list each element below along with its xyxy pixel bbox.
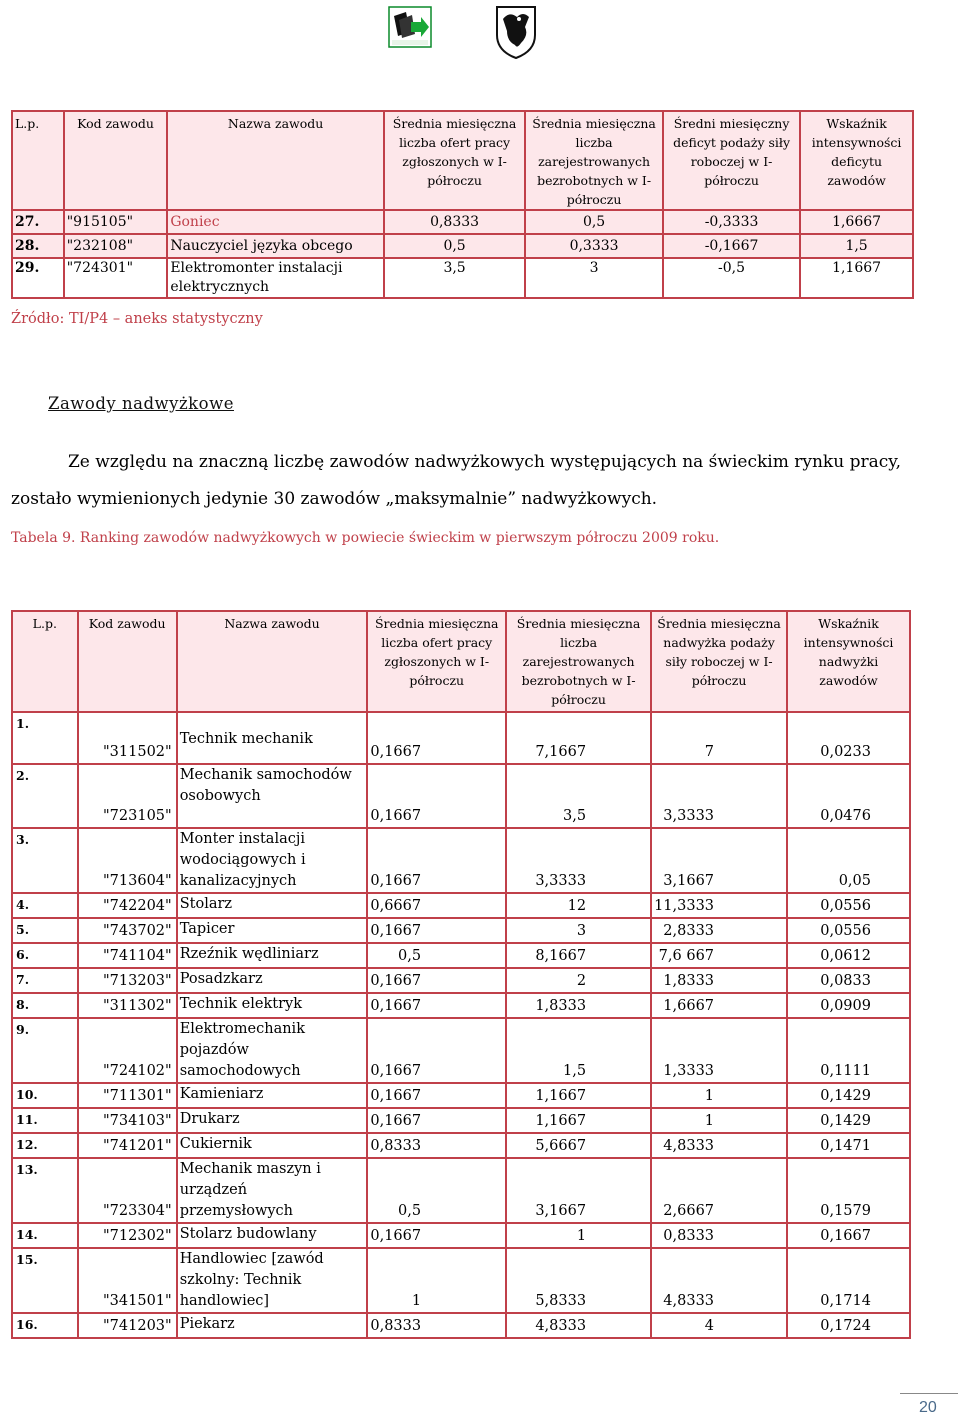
row-code: "741104" (78, 943, 177, 968)
row-lp: 4. (12, 893, 78, 918)
row-index: 0,05 (787, 828, 910, 893)
section-title: Zawody nadwyżkowe (48, 394, 234, 413)
row-index: 0,1579 (787, 1158, 910, 1223)
page-footer-line (900, 1393, 958, 1394)
table-row (12, 943, 910, 968)
row-profession: Technik elektryk (177, 993, 368, 1018)
table-row (12, 712, 910, 764)
row-surplus: 1 (651, 1108, 787, 1133)
row-unemployed: 7,1667 (506, 712, 651, 764)
table-header-row (12, 111, 913, 210)
row-offers: 0,1667 (367, 1018, 506, 1083)
row-lp: 10. (12, 1083, 78, 1108)
row-offers: 0,1667 (367, 1223, 506, 1248)
row-profession: Drukarz (177, 1108, 368, 1133)
table-row (12, 828, 910, 893)
paragraph-line: zostało wymienionych jedynie 30 zawodów „maksymalnie” nadwyżkowych. (11, 489, 658, 509)
table-row (12, 1133, 910, 1158)
row-deficit: -0,3333 (663, 210, 800, 234)
row-lp: 1. (12, 712, 78, 764)
row-index: 0,1471 (787, 1133, 910, 1158)
row-code: "311302" (78, 993, 177, 1018)
row-profession: Stolarz budowlany (177, 1223, 368, 1248)
row-code: "232108" (64, 234, 168, 258)
row-profession: Kamieniarz (177, 1083, 368, 1108)
table-row (12, 968, 910, 993)
row-index: 0,0233 (787, 712, 910, 764)
eagle-crest-logo (495, 5, 537, 59)
table-header-row (12, 611, 910, 712)
row-profession: Nauczyciel języka obcego (167, 234, 384, 258)
row-code: "723304" (78, 1158, 177, 1223)
table-row (12, 210, 913, 234)
table-row (12, 1158, 910, 1223)
table-row (12, 993, 910, 1018)
row-code: "724301" (64, 258, 168, 298)
row-lp: 5. (12, 918, 78, 943)
header-unemployed: Średnia miesięczna liczba zarejestrowanych bezrobotnych w I-półroczu (525, 111, 663, 210)
table-row (12, 258, 913, 298)
row-offers: 0,1667 (367, 764, 506, 828)
row-unemployed: 0,5 (525, 210, 663, 234)
row-unemployed: 5,8333 (506, 1248, 651, 1313)
row-code: "734103" (78, 1108, 177, 1133)
row-offers: 0,1667 (367, 828, 506, 893)
row-profession: Posadzkarz (177, 968, 368, 993)
row-index: 0,0556 (787, 918, 910, 943)
paragraph-line: Ze względu na znaczną liczbę zawodów nadwyżkowych występujących na świeckim rynku pracy, (68, 452, 901, 472)
row-code: "743702" (78, 918, 177, 943)
row-surplus: 7,6 667 (651, 943, 787, 968)
header-index: Wskaźnik intensywności deficytu zawodów (800, 111, 913, 210)
row-lp: 15. (12, 1248, 78, 1313)
row-lp: 16. (12, 1313, 78, 1338)
header-name: Nazwa zawodu (167, 111, 384, 210)
row-deficit: -0,1667 (663, 234, 800, 258)
row-profession: Goniec (167, 210, 384, 234)
table-row (12, 1313, 910, 1338)
row-profession: Handlowiec [zawód szkolny: Technik handlowiec] (177, 1248, 368, 1313)
row-code: "341501" (78, 1248, 177, 1313)
row-code: "723105" (78, 764, 177, 828)
row-unemployed: 3,3333 (506, 828, 651, 893)
row-code: "741201" (78, 1133, 177, 1158)
row-index: 1,5 (800, 234, 913, 258)
row-unemployed: 1,8333 (506, 993, 651, 1018)
header-code: Kod zawodu (64, 111, 168, 210)
row-surplus: 2,8333 (651, 918, 787, 943)
surplus-professions-table (11, 610, 911, 1339)
row-surplus: 3,3333 (651, 764, 787, 828)
row-surplus: 0,8333 (651, 1223, 787, 1248)
table-row (12, 1248, 910, 1313)
header-deficit: Średni miesięczny deficyt podaży siły roboczej w I-półroczu (663, 111, 800, 210)
row-surplus: 4,8333 (651, 1133, 787, 1158)
row-profession: Tapicer (177, 918, 368, 943)
row-profession: Elektromonter instalacji elektrycznych (167, 258, 384, 298)
header-unemployed: Średnia miesięczna liczba zarejestrowanych bezrobotnych w I-półroczu (506, 611, 651, 712)
row-unemployed: 5,6667 (506, 1133, 651, 1158)
row-unemployed: 1,1667 (506, 1108, 651, 1133)
row-index: 0,0833 (787, 968, 910, 993)
row-lp: 14. (12, 1223, 78, 1248)
row-unemployed: 3,1667 (506, 1158, 651, 1223)
row-code: "711301" (78, 1083, 177, 1108)
row-lp: 7. (12, 968, 78, 993)
row-index: 0,1429 (787, 1108, 910, 1133)
table-row (12, 1108, 910, 1133)
row-code: "742204" (78, 893, 177, 918)
table-row (12, 1223, 910, 1248)
row-index: 0,1714 (787, 1248, 910, 1313)
row-profession: Mechanik samochodów osobowych (177, 764, 368, 828)
table-row (12, 234, 913, 258)
row-surplus: 1,3333 (651, 1018, 787, 1083)
row-lp: 12. (12, 1133, 78, 1158)
row-index: 0,1111 (787, 1018, 910, 1083)
row-surplus: 2,6667 (651, 1158, 787, 1223)
row-lp: 8. (12, 993, 78, 1018)
row-surplus: 1,8333 (651, 968, 787, 993)
row-lp: 3. (12, 828, 78, 893)
row-offers: 0,5 (367, 1158, 506, 1223)
row-index: 0,0476 (787, 764, 910, 828)
header-index: Wskaźnik intensywności nadwyżki zawodów (787, 611, 910, 712)
row-surplus: 4 (651, 1313, 787, 1338)
row-surplus: 3,1667 (651, 828, 787, 893)
row-offers: 0,5 (367, 943, 506, 968)
table-row (12, 893, 910, 918)
row-lp: 2. (12, 764, 78, 828)
table-row (12, 918, 910, 943)
row-profession: Cukiernik (177, 1133, 368, 1158)
row-code: "712302" (78, 1223, 177, 1248)
row-index: 0,1667 (787, 1223, 910, 1248)
source-note: Źródło: TI/P4 – aneks statystyczny (11, 311, 263, 327)
row-offers: 0,8333 (367, 1313, 506, 1338)
row-index: 0,1429 (787, 1083, 910, 1108)
row-profession: Monter instalacji wodociągowych i kanalizacyjnych (177, 828, 368, 893)
row-offers: 0,8333 (367, 1133, 506, 1158)
header-lp: L.p. (12, 111, 64, 210)
row-profession: Mechanik maszyn i urządzeń przemysłowych (177, 1158, 368, 1223)
row-offers: 0,5 (384, 234, 525, 258)
row-code: "915105" (64, 210, 168, 234)
row-code: "311502" (78, 712, 177, 764)
row-surplus: 1,6667 (651, 993, 787, 1018)
row-lp: 28. (12, 234, 64, 258)
row-unemployed: 2 (506, 968, 651, 993)
row-unemployed: 12 (506, 893, 651, 918)
row-lp: 29. (12, 258, 64, 298)
row-unemployed: 3 (525, 258, 663, 298)
row-offers: 3,5 (384, 258, 525, 298)
row-offers: 0,1667 (367, 1108, 506, 1133)
page-number: 20 (919, 1399, 937, 1416)
row-offers: 1 (367, 1248, 506, 1313)
row-profession: Rzeźnik wędliniarz (177, 943, 368, 968)
header-code: Kod zawodu (78, 611, 177, 712)
row-code: "713203" (78, 968, 177, 993)
row-lp: 9. (12, 1018, 78, 1083)
row-index: 0,1724 (787, 1313, 910, 1338)
row-offers: 0,1667 (367, 712, 506, 764)
row-profession: Piekarz (177, 1313, 368, 1338)
row-unemployed: 1 (506, 1223, 651, 1248)
row-offers: 0,1667 (367, 968, 506, 993)
row-lp: 11. (12, 1108, 78, 1133)
row-unemployed: 8,1667 (506, 943, 651, 968)
row-code: "724102" (78, 1018, 177, 1083)
header-surplus: Średnia miesięczna nadwyżka podaży siły roboczej w I-półroczu (651, 611, 787, 712)
row-code: "741203" (78, 1313, 177, 1338)
row-surplus: 1 (651, 1083, 787, 1108)
row-lp: 6. (12, 943, 78, 968)
row-unemployed: 1,1667 (506, 1083, 651, 1108)
row-offers: 0,1667 (367, 918, 506, 943)
row-unemployed: 0,3333 (525, 234, 663, 258)
row-profession: Technik mechanik (177, 712, 368, 764)
row-unemployed: 3 (506, 918, 651, 943)
row-profession: Stolarz (177, 893, 368, 918)
row-unemployed: 4,8333 (506, 1313, 651, 1338)
row-offers: 0,1667 (367, 1083, 506, 1108)
row-index: 0,0612 (787, 943, 910, 968)
row-offers: 0,6667 (367, 893, 506, 918)
header-offers: Średnia miesięczna liczba ofert pracy zgłoszonych w I-półroczu (367, 611, 506, 712)
table-row (12, 1083, 910, 1108)
row-surplus: 7 (651, 712, 787, 764)
row-unemployed: 3,5 (506, 764, 651, 828)
row-offers: 0,1667 (367, 993, 506, 1018)
row-lp: 13. (12, 1158, 78, 1223)
table-row (12, 764, 910, 828)
table-row (12, 1018, 910, 1083)
row-unemployed: 1,5 (506, 1018, 651, 1083)
table-caption: Tabela 9. Ranking zawodów nadwyżkowych w powiecie świeckim w pierwszym półroczu 2009 roku. (11, 530, 720, 546)
row-index: 0,0909 (787, 993, 910, 1018)
row-offers: 0,8333 (384, 210, 525, 234)
header-lp: L.p. (12, 611, 78, 712)
header-offers: Średnia miesięczna liczba ofert pracy zgłoszonych w I-półroczu (384, 111, 525, 210)
deficit-professions-table (11, 110, 914, 299)
row-index: 0,0556 (787, 893, 910, 918)
row-lp: 27. (12, 210, 64, 234)
row-index: 1,1667 (800, 258, 913, 298)
row-surplus: 4,8333 (651, 1248, 787, 1313)
header-name: Nazwa zawodu (177, 611, 368, 712)
row-deficit: -0,5 (663, 258, 800, 298)
row-index: 1,6667 (800, 210, 913, 234)
row-code: "713604" (78, 828, 177, 893)
row-surplus: 11,3333 (651, 893, 787, 918)
green-arrow-logo (388, 6, 432, 48)
row-profession: Elektromechanik pojazdów samochodowych (177, 1018, 368, 1083)
